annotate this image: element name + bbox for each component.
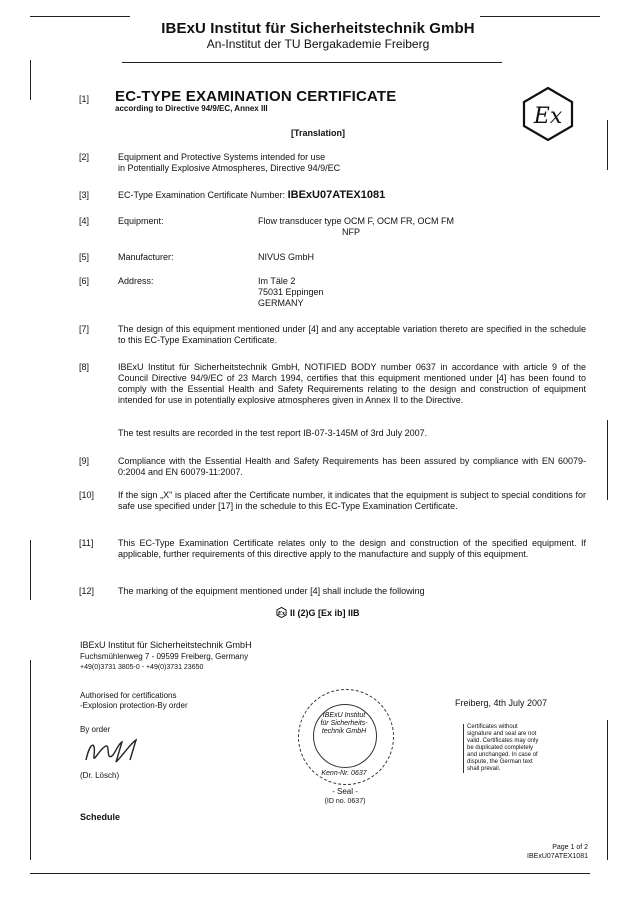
top-border-right bbox=[480, 16, 600, 17]
manufacturer-label: Manufacturer: bbox=[118, 252, 174, 262]
page-number: Page 1 of 2 bbox=[552, 844, 588, 851]
paragraph-11: This EC-Type Examination Certificate relates only to the design and construction of the specified equipment. If applicable, further requirements of this directive apply to the manufacture and supply of this equipment. bbox=[118, 538, 586, 559]
authorised-line-1: Authorised for certifications bbox=[80, 691, 177, 700]
paragraph-8-test-report: The test results are recorded in the test report IB-07-3-145M of 3rd July 2007. bbox=[118, 428, 428, 438]
address-label: Address: bbox=[118, 276, 154, 286]
address-line-1: Im Täle 2 bbox=[258, 276, 296, 286]
paragraph-10: If the sign „X" is placed after the Certificate number, it indicates that the equipment is subject to special conditions for safe use specified under [17] in the schedule to this EC-Type Examination Certificate. bbox=[118, 490, 586, 511]
issue-date: Freiberg, 4th July 2007 bbox=[455, 698, 548, 708]
section-number: [5] bbox=[79, 252, 90, 262]
header-rule bbox=[122, 62, 502, 63]
equipment-value-cont: NFP bbox=[342, 227, 360, 237]
schedule-label: Schedule bbox=[80, 812, 121, 822]
section-number: [3] bbox=[79, 190, 90, 200]
section-number: [7] bbox=[79, 324, 90, 334]
section-number: [8] bbox=[79, 362, 90, 372]
right-border-mark bbox=[607, 420, 608, 500]
section-number: [2] bbox=[79, 152, 90, 162]
scope-line-2: in Potentially Explosive Atmospheres, Directive 94/9/EC bbox=[118, 163, 341, 173]
section-number: [4] bbox=[79, 216, 90, 226]
section-number: [9] bbox=[79, 456, 90, 466]
signer-name: (Dr. Lösch) bbox=[80, 771, 120, 780]
translation-label: [Translation] bbox=[290, 128, 345, 138]
seal-ring-text: Kenn-Nr. 0637 bbox=[321, 770, 367, 777]
paragraph-7: The design of this equipment mentioned under [4] and any acceptable variation thereto are specified in the schedule to this EC-Type Examination Certificate. bbox=[118, 324, 586, 345]
equipment-label: Equipment: bbox=[118, 216, 164, 226]
header-title: IBExU Institut für Sicherheitstechnik GmbH bbox=[161, 20, 475, 37]
ex-mark-icon bbox=[276, 607, 287, 618]
section-number: [10] bbox=[79, 490, 95, 500]
equipment-value: Flow transducer type OCM F, OCM FR, OCM FM bbox=[258, 216, 455, 226]
section-number: [12] bbox=[79, 586, 95, 596]
section-number: [6] bbox=[79, 276, 90, 286]
svg-text:Ex: Ex bbox=[533, 104, 563, 129]
validity-note: Certificates without signature and seal are not valid. Certificates may only be duplicated completely and unchanged. In case of dispute, the German text shall prevail. bbox=[463, 724, 539, 773]
footer-org: IBExU Institut für Sicherheitstechnik GmbH bbox=[80, 640, 252, 650]
top-border-left bbox=[30, 16, 130, 17]
certificate-number-row bbox=[118, 190, 385, 201]
authorised-line-2: -Explosion protection-By order bbox=[80, 701, 188, 710]
certificate-ref: IBExU07ATEX1081 bbox=[527, 853, 588, 860]
certificate-number-value: IBExU07ATEX1081 bbox=[287, 189, 386, 201]
bottom-border bbox=[30, 873, 590, 874]
signature-icon bbox=[80, 734, 150, 768]
footer-address: Fuchsmühlenweg 7 - 09599 Freiberg, Germany bbox=[80, 652, 249, 661]
address-line-2: 75031 Eppingen bbox=[258, 287, 324, 297]
paragraph-12: The marking of the equipment mentioned under [4] shall include the following bbox=[118, 586, 425, 596]
address-line-3: GERMANY bbox=[258, 298, 304, 308]
seal-label: - Seal - bbox=[332, 787, 358, 796]
left-border-mark bbox=[30, 60, 31, 100]
footer-phone: +49(0)3731 3805-0 - +49(0)3731 23650 bbox=[80, 664, 204, 671]
scope-line-1: Equipment and Protective Systems intended for use bbox=[118, 152, 326, 162]
left-border-mark bbox=[30, 660, 31, 860]
equipment-marking bbox=[0, 607, 636, 618]
paragraph-9: Compliance with the Essential Health and Safety Requirements has been assured by compliance with EN 60079-0:2004 and EN 60079-11:2007. bbox=[118, 456, 586, 477]
section-number: [1] bbox=[79, 94, 90, 104]
certificate-title: EC-TYPE EXAMINATION CERTIFICATE bbox=[115, 88, 397, 105]
paragraph-8: IBExU Institut für Sicherheitstechnik GmbH, NOTIFIED BODY number 0637 in accordance with article 9 of the Council Directive 94/9/EC of 23 March 1994, certifies that this equipment mentioned under [4] has been found to comply with the Essential Health and Safety Requirements relating to the design and construction of equipment intended for use in potentially explosive atmospheres given in Annex II to the Directive. bbox=[118, 362, 586, 405]
manufacturer-value: NIVUS GmbH bbox=[258, 252, 315, 262]
seal-text: IBExU Institut für Sicherheits-technik GmbH bbox=[320, 712, 368, 735]
marking-text: II (2)G [Ex ib] IIB bbox=[290, 608, 360, 618]
by-order-label: By order bbox=[80, 725, 111, 734]
seal-id: (ID no. 0637) bbox=[324, 798, 366, 805]
certificate-subtitle: according to Directive 94/9/EC, Annex III bbox=[115, 104, 268, 113]
left-border-mark bbox=[30, 540, 31, 600]
header-subtitle: An-Institut der TU Bergakademie Freiberg bbox=[206, 37, 430, 51]
section-number: [11] bbox=[79, 538, 94, 548]
certificate-number-label: EC-Type Examination Certificate Number: bbox=[118, 190, 286, 200]
svg-text:Ex: Ex bbox=[278, 610, 286, 617]
